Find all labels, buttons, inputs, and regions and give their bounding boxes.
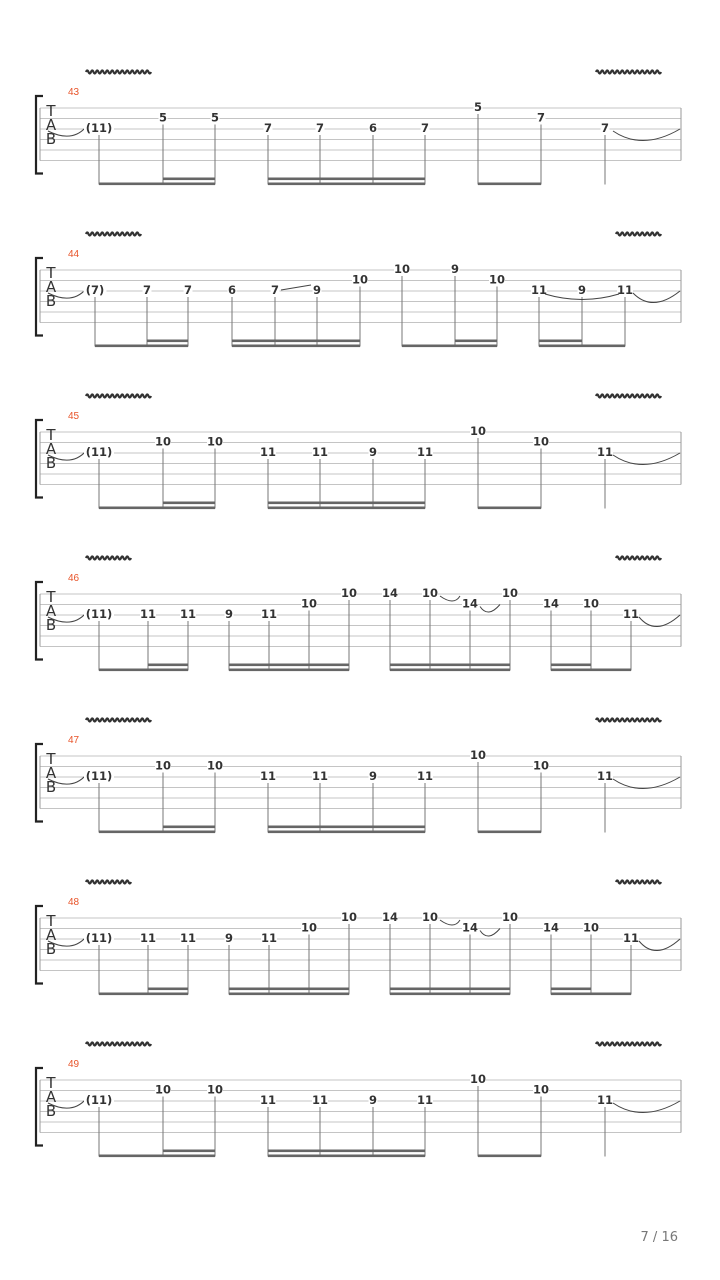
tab-staff-measure-45 bbox=[36, 411, 681, 509]
fret-number: 14 bbox=[381, 910, 399, 924]
tab-staff-measure-44 bbox=[36, 249, 681, 347]
fret-number: 9 bbox=[368, 1093, 378, 1107]
tie-curve bbox=[639, 939, 680, 951]
fret-number: 10 bbox=[532, 434, 550, 449]
beam bbox=[268, 1155, 425, 1158]
vibrato-mark bbox=[596, 71, 661, 74]
beam bbox=[99, 183, 215, 186]
tab-clef-letter: A bbox=[45, 1088, 57, 1106]
beam bbox=[229, 988, 349, 991]
fret-number: 11 bbox=[259, 769, 277, 783]
fret-number: 10 bbox=[351, 272, 369, 287]
vibrato-mark bbox=[616, 233, 661, 236]
fret-number: 6 bbox=[227, 283, 237, 297]
fret-number: (11) bbox=[85, 121, 113, 135]
beam bbox=[478, 1155, 541, 1158]
measure-number: 46 bbox=[68, 573, 80, 584]
measure-number: 49 bbox=[68, 1059, 80, 1070]
beam bbox=[147, 340, 188, 343]
fret-number: 10 bbox=[206, 758, 224, 773]
fret-number: (11) bbox=[85, 1093, 113, 1107]
fret-number: 9 bbox=[312, 283, 322, 297]
beam bbox=[551, 664, 591, 667]
vibrato-mark bbox=[596, 1043, 661, 1046]
fret-number: 9 bbox=[450, 262, 460, 276]
tie-curve bbox=[613, 129, 680, 141]
fret-number: 10 bbox=[501, 910, 519, 924]
fret-number: 10 bbox=[469, 424, 487, 438]
fret-number: 7 bbox=[536, 110, 546, 125]
tab-staff-measure-49 bbox=[36, 1059, 681, 1157]
fret-number: 11 bbox=[311, 1093, 329, 1107]
vibrato-mark bbox=[616, 557, 661, 560]
fret-number: 10 bbox=[469, 748, 487, 762]
fret-number: 11 bbox=[622, 931, 640, 945]
measure-number: 48 bbox=[68, 897, 80, 908]
tab-clef-letter: B bbox=[45, 130, 57, 148]
fret-number: (11) bbox=[85, 607, 113, 621]
fret-number: (11) bbox=[85, 769, 113, 783]
measure-number: 43 bbox=[68, 87, 80, 98]
tab-clef-letter: B bbox=[45, 616, 57, 634]
fret-number: 6 bbox=[368, 121, 378, 135]
fret-number: 14 bbox=[461, 920, 479, 935]
fret-number: 11 bbox=[139, 607, 157, 621]
tab-clef-letter: T bbox=[46, 750, 56, 768]
vibrato-mark bbox=[616, 881, 661, 884]
fret-number: 10 bbox=[532, 1082, 550, 1097]
beam bbox=[268, 826, 425, 829]
slur-curve bbox=[480, 929, 500, 937]
beam bbox=[268, 507, 425, 510]
beam bbox=[390, 988, 510, 991]
fret-number: 10 bbox=[421, 586, 439, 600]
fret-number: 7 bbox=[142, 283, 152, 297]
tab-clef-letter: A bbox=[45, 440, 57, 458]
slur-curve bbox=[440, 920, 460, 925]
beam bbox=[268, 502, 425, 505]
vibrato-mark bbox=[86, 1043, 151, 1046]
beam bbox=[95, 345, 188, 348]
fret-number: 10 bbox=[501, 586, 519, 600]
fret-number: 14 bbox=[381, 586, 399, 600]
beam bbox=[148, 988, 188, 991]
fret-number: 10 bbox=[300, 920, 318, 935]
beam bbox=[99, 831, 215, 834]
fret-number: 11 bbox=[259, 445, 277, 459]
beam bbox=[455, 340, 497, 343]
fret-number: 11 bbox=[596, 445, 614, 459]
vibrato-mark bbox=[596, 719, 661, 722]
fret-number: 14 bbox=[542, 596, 560, 611]
beam bbox=[268, 831, 425, 834]
fret-number: (11) bbox=[85, 931, 113, 945]
beam bbox=[539, 345, 625, 348]
fret-number: 7 bbox=[263, 121, 273, 135]
beam bbox=[268, 178, 425, 181]
beam bbox=[402, 345, 497, 348]
tab-staff-measure-47 bbox=[36, 735, 681, 833]
beam bbox=[478, 183, 541, 186]
tab-clef-letter: T bbox=[46, 1074, 56, 1092]
tie-curve bbox=[613, 1101, 680, 1113]
vibrato-mark bbox=[86, 395, 151, 398]
fret-number: 10 bbox=[154, 758, 172, 773]
fret-number: 11 bbox=[139, 931, 157, 945]
measure-number: 44 bbox=[68, 249, 80, 260]
fret-number: 10 bbox=[300, 596, 318, 611]
tab-staff-measure-48 bbox=[36, 897, 681, 995]
fret-number: 10 bbox=[154, 434, 172, 449]
fret-number: 9 bbox=[368, 769, 378, 783]
vibrato-mark bbox=[86, 557, 131, 560]
fret-number: 11 bbox=[416, 769, 434, 783]
beam bbox=[268, 183, 425, 186]
fret-number: (11) bbox=[85, 445, 113, 459]
tab-clef-letter: B bbox=[45, 1102, 57, 1120]
vibrato-mark bbox=[86, 881, 131, 884]
fret-number: 7 bbox=[600, 121, 610, 135]
tab-clef-letter: B bbox=[45, 778, 57, 796]
fret-number: 11 bbox=[179, 931, 197, 945]
tie-curve bbox=[633, 291, 680, 303]
fret-number: 10 bbox=[340, 586, 358, 600]
fret-number: 11 bbox=[596, 769, 614, 783]
beam bbox=[163, 826, 215, 829]
vibrato-mark bbox=[86, 719, 151, 722]
beam bbox=[551, 988, 591, 991]
tab-clef-letter: A bbox=[45, 116, 57, 134]
fret-number: 9 bbox=[368, 445, 378, 459]
slide-line bbox=[281, 285, 311, 290]
fret-number: 14 bbox=[542, 920, 560, 935]
fret-number: 5 bbox=[210, 110, 220, 125]
beam bbox=[99, 669, 188, 672]
beam bbox=[163, 1150, 215, 1153]
fret-number: 10 bbox=[340, 910, 358, 924]
tie-curve bbox=[613, 453, 680, 465]
fret-number: 11 bbox=[596, 1093, 614, 1107]
tab-clef-letter: B bbox=[45, 292, 57, 310]
tie-curve bbox=[639, 615, 680, 627]
slur-curve bbox=[480, 605, 500, 613]
tab-clef-letter: A bbox=[45, 926, 57, 944]
tab-clef-letter: A bbox=[45, 278, 57, 296]
fret-number: 9 bbox=[224, 607, 234, 621]
beam bbox=[229, 669, 349, 672]
tab-clef-letter: A bbox=[45, 764, 57, 782]
beam bbox=[148, 664, 188, 667]
vibrato-mark bbox=[596, 395, 661, 398]
fret-number: 10 bbox=[206, 434, 224, 449]
beam bbox=[539, 340, 582, 343]
fret-number: 11 bbox=[530, 283, 548, 297]
fret-number: 10 bbox=[154, 1082, 172, 1097]
tab-staff-measure-46 bbox=[36, 573, 681, 671]
fret-number: 10 bbox=[488, 272, 506, 287]
fret-number: 10 bbox=[469, 1072, 487, 1086]
fret-number: 7 bbox=[270, 283, 280, 297]
beam bbox=[229, 993, 349, 996]
fret-number: 9 bbox=[224, 931, 234, 945]
fret-number: 11 bbox=[416, 445, 434, 459]
beam bbox=[551, 993, 631, 996]
beam bbox=[478, 831, 541, 834]
fret-number: 11 bbox=[311, 445, 329, 459]
slur-curve bbox=[440, 596, 460, 601]
tab-staff-measure-43 bbox=[36, 87, 681, 185]
fret-number: 10 bbox=[421, 910, 439, 924]
fret-number: 10 bbox=[582, 596, 600, 611]
fret-number: 11 bbox=[260, 931, 278, 945]
fret-number: 11 bbox=[179, 607, 197, 621]
fret-number: 11 bbox=[259, 1093, 277, 1107]
tab-clef-letter: T bbox=[46, 102, 56, 120]
fret-number: 9 bbox=[577, 283, 587, 297]
fret-number: 5 bbox=[473, 100, 483, 114]
page-indicator: 7 / 16 bbox=[640, 1230, 678, 1245]
measure-number: 47 bbox=[68, 735, 80, 746]
tab-clef-letter: T bbox=[46, 264, 56, 282]
tab-clef-letter: T bbox=[46, 588, 56, 606]
fret-number: 11 bbox=[416, 1093, 434, 1107]
beam bbox=[99, 507, 215, 510]
fret-number: (7) bbox=[85, 283, 105, 297]
beam bbox=[229, 664, 349, 667]
beam bbox=[268, 1150, 425, 1153]
fret-number: 11 bbox=[616, 283, 634, 297]
fret-number: 10 bbox=[532, 758, 550, 773]
beam bbox=[478, 507, 541, 510]
beam bbox=[390, 664, 510, 667]
beam bbox=[99, 993, 188, 996]
tab-clef-letter: B bbox=[45, 940, 57, 958]
fret-number: 7 bbox=[420, 121, 430, 135]
vibrato-mark bbox=[86, 233, 141, 236]
beam bbox=[390, 669, 510, 672]
fret-number: 7 bbox=[315, 121, 325, 135]
tab-clef-letter: B bbox=[45, 454, 57, 472]
tie-curve bbox=[613, 777, 680, 789]
fret-number: 10 bbox=[582, 920, 600, 935]
fret-number: 7 bbox=[183, 283, 193, 297]
tab-clef-letter: A bbox=[45, 602, 57, 620]
beam bbox=[390, 993, 510, 996]
fret-number: 14 bbox=[461, 596, 479, 611]
fret-number: 5 bbox=[158, 110, 168, 125]
beam bbox=[551, 669, 631, 672]
fret-number: 11 bbox=[311, 769, 329, 783]
tab-clef-letter: T bbox=[46, 912, 56, 930]
measure-number: 45 bbox=[68, 411, 80, 422]
vibrato-mark bbox=[86, 71, 151, 74]
fret-number: 10 bbox=[206, 1082, 224, 1097]
beam bbox=[163, 178, 215, 181]
beam bbox=[232, 345, 360, 348]
beam bbox=[232, 340, 360, 343]
beam bbox=[163, 502, 215, 505]
fret-number: 11 bbox=[260, 607, 278, 621]
fret-number: 11 bbox=[622, 607, 640, 621]
fret-number: 10 bbox=[393, 262, 411, 276]
beam bbox=[99, 1155, 215, 1158]
tab-clef-letter: T bbox=[46, 426, 56, 444]
